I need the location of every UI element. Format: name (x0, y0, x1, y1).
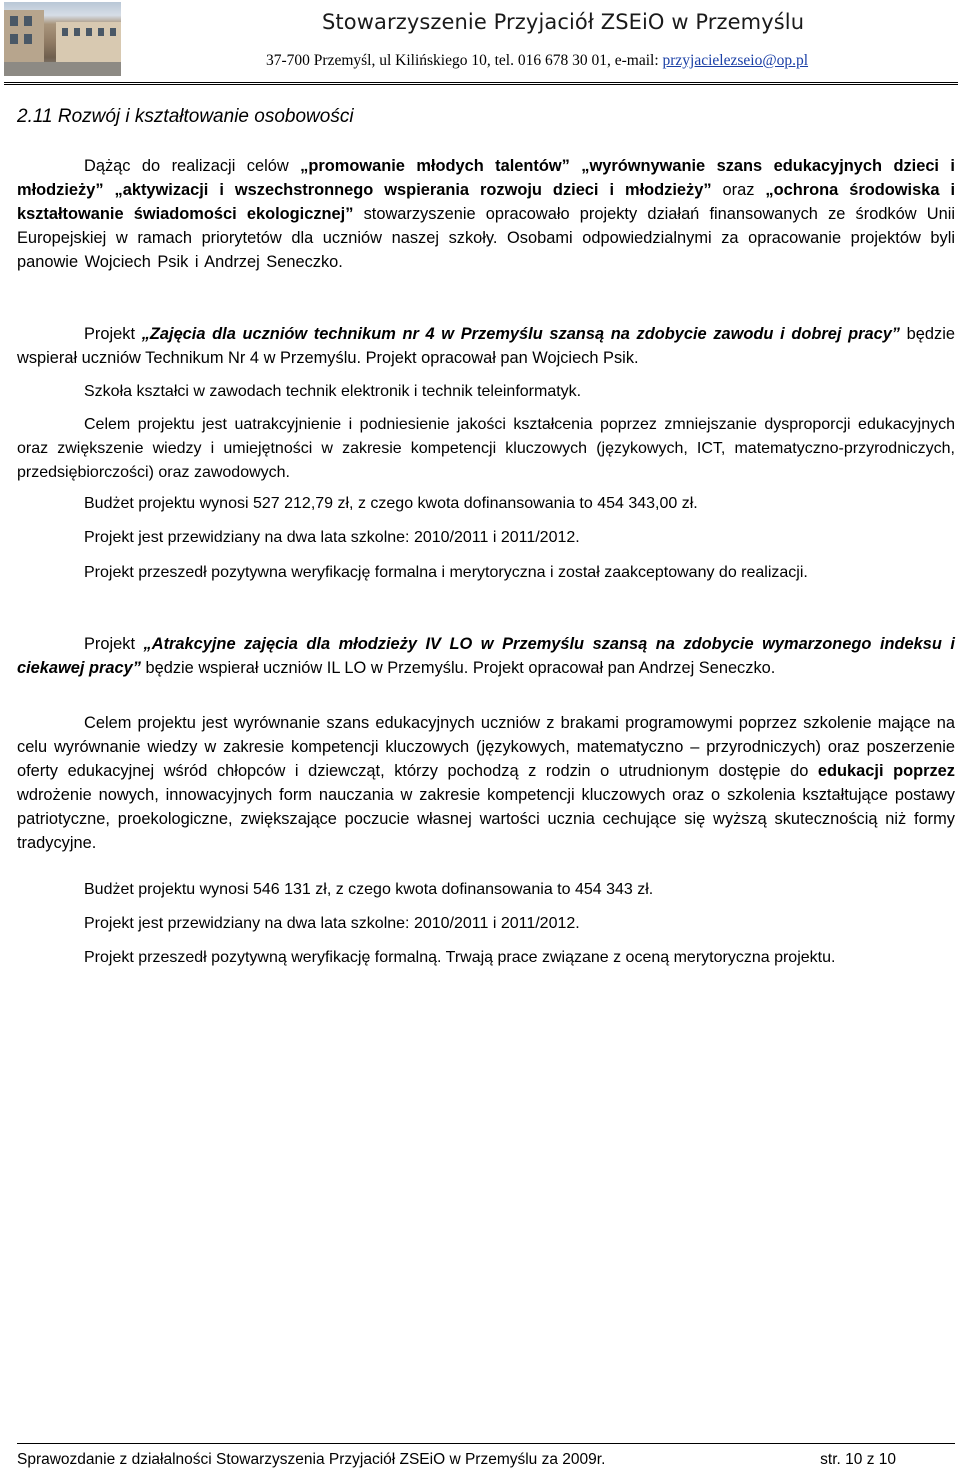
project2-goal-post: wdrożenie nowych, innowacyjnych form nauczania w zakresie kompetencji kluczowych oraz o szkolenia kształtujące postawy patriotyczne, proekologiczne, zwiększające poczucie własnej wartości ucznia cechujące się wyższą skutecznością niż formy tradycyjne. (17, 786, 955, 852)
project2-budget: Budżet projektu wynosi 546 131 zł, z czego kwota dofinansowania to 454 343 zł. (84, 881, 654, 898)
page-number: str. 10 z 10 (820, 1451, 896, 1468)
project1-intro-pre: Projekt (84, 325, 142, 343)
school-building-photo (4, 2, 121, 76)
intro-paragraph (17, 154, 955, 274)
intro-goals-2: „ochrona środowiska i kształtowanie świadomości ekologicznej” (17, 181, 955, 223)
project2-goal-pre: Celem projektu jest wyrównanie szans edukacyjnych uczniów z brakami programowymi poprzez szkolenie mające na celu wyrównanie wiedzy w zakresie kompetencji kluczowych (językowych, matematyczno – przyrodniczych) oraz poszerzenie oferty edukacyjnej wśród chłopców i dziewcząt, którzy pochodzą z rodzin o utrudnionym dostępie do (17, 714, 955, 780)
organization-name: Stowarzyszenie Przyjaciół ZSEiO w Przemyślu (322, 10, 805, 34)
project2-intro-post: będzie wspierał uczniów IL LO w Przemyślu. Projekt opracował pan Andrzej Seneczko. (140, 659, 776, 677)
project2-goal (17, 711, 955, 855)
page-header (0, 0, 960, 80)
project1-intro-post: będzie wspierał uczniów Technikum Nr 4 w Przemyślu. Projekt opracował pan Wojciech Psik. (17, 325, 955, 367)
project2-verification: Projekt przeszedł pozytywną weryfikację formalną. Trwają prace związane z oceną merytoryczna projektu. (84, 949, 836, 966)
project1-intro (17, 322, 955, 370)
project1-budget: Budżet projektu wynosi 527 212,79 zł, z czego kwota dofinansowania to 454 343,00 zł. (84, 495, 698, 512)
project2-intro-pre: Projekt (84, 635, 144, 653)
address-text: 37-700 Przemyśl, ul Kilińskiego 10, tel. 016 678 30 01, e-mail: (266, 52, 663, 69)
project1-school: Szkoła kształci w zawodach technik elektronik i technik teleinformatyk. (84, 383, 582, 400)
intro-text-2: oraz (711, 181, 766, 199)
header-divider (4, 82, 958, 85)
project1-goal: Celem projektu jest uatrakcyjnienie i podniesienie jakości kształcenia poprzez zmniejszanie dysproporcji edukacyjnych oraz zwiększenie wiedzy i umiejętności w zakresie kompetencji kluczowych (językowych, ICT, matematyczno-przyrodniczych, przedsiębiorczości) oraz zawodowych. (17, 416, 955, 481)
intro-goals-1: „promowanie młodych talentów” „wyrównywanie szans edukacyjnych dzieci i młodzieży” „aktywizacji i wszechstronnego wspierania rozwoju dzieci i młodzieży” (17, 157, 955, 199)
project2-intro (17, 632, 955, 680)
email-link[interactable]: przyjacielezseio@op.pl (662, 52, 809, 69)
intro-text-1: Dążąc do realizacji celów (84, 157, 301, 175)
footer-divider (17, 1443, 955, 1444)
project2-title: „Atrakcyjne zajęcia dla młodzieży IV LO w Przemyślu szansą na zdobycie wymarzonego indeksu i ciekawej pracy” (17, 635, 955, 677)
organization-address (266, 52, 808, 70)
section-title: 2.11 Rozwój i kształtowanie osobowości (17, 106, 354, 127)
project2-duration: Projekt jest przewidziany na dwa lata szkolne: 2010/2011 i 2011/2012. (84, 915, 580, 932)
footer-report-title: Sprawozdanie z działalności Stowarzyszenia Przyjaciół ZSEiO w Przemyślu za 2009r. (17, 1451, 606, 1468)
project1-title: „Zajęcia dla uczniów technikum nr 4 w Przemyślu szansą na zdobycie zawodu i dobrej pracy” (141, 325, 901, 343)
project1-verification: Projekt przeszedł pozytywna weryfikację formalna i merytoryczna i został zaakceptowany do realizacji. (84, 564, 808, 581)
project2-goal-bold: edukacji poprzez (817, 762, 955, 780)
project1-duration: Projekt jest przewidziany na dwa lata szkolne: 2010/2011 i 2011/2012. (84, 529, 580, 546)
intro-text-3: stowarzyszenie opracowało projekty działań finansowanych ze środków Unii Europejskiej w ramach priorytetów dla uczniów naszej szkoły. Osobami odpowiedzialnymi za opracowanie projektów byli panowie Wojciech Psik i Andrzej Seneczko. (17, 205, 955, 271)
